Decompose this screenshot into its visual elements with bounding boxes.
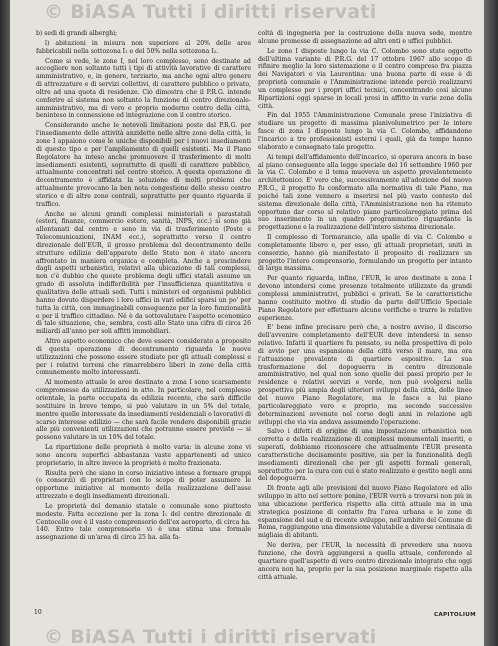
paragraph: Anche se alcuni grandi complessi ministeriali e parastatali (esteri, finanze, commercio estero, sanità, INPS, ecc.) si sono già allontanati dal centro e sono in via di trasferimento (Poste e Telecomunicazioni, INAM ecc.), soprattutto verso il centro direzionale dell'EUR, il grosso problema del decentramento delle strutture edilizie dell'apparato dello Stato non è stato ancora affrontato in maniera organica e completa. Anche a prescindere dagli aspetti urbanistici, relativi alla ubicazione di tali complessi, non c'è dubbio che queste problema degli uffici statali assume un grado di assoluta indifferibilità per l'insufficienza quantitativa e qualitativa delle attuali sedi. Tutti i ministeri ed organismi pubblici hanno dovuto disperdere i loro uffici in vari edifici sparsi un po' per tutta la città, con immaginabili conseguenze per la loro funzionalità e per il traffico cittadino. Né è da sottovalutare l'aspetto economico di tale situazione, che, sembra, costi allo Stato una cifra di circa 26 miliardi all'anno per soli affitti immobiliari. <box>36 210 251 336</box>
paragraph: Ne deriva, per l'EUR, la necessità di prevedere una nuova funzione, che dovrà aggiungersi a quella attuale, conferendo al quartiere quell'aspetto di vero centro direzionale integrato che oggi ancora non ha, proprio per la sua posizione marginale rispetto alla città attuale. <box>258 542 472 581</box>
paragraph: Risulta però che siano in corso iniziative intese a formare gruppi (o consorzi) di proprietari con lo scopo di poter assumere le opportune iniziative al momento della realizzazione dell'asse attrezzato e degli insediamenti direzionali. <box>36 469 251 501</box>
paragraph: E' bene infine precisare però che, a nostro avviso, il discorso dell'avvenire completamento dell'EUR deve intendersi in senso relativo. Infatti il quartiere fu pensato, su nella prospettiva di polo di avvio per una espansione della città verso il mare, ma ora l'attuazione prevalente di quartiere espositivo. La sua trasformazione del dopoguerra in centro direzionale amministrativo, nel qual non sono quelle dei paesi proprio per le residenze e relativi servizi e verde, non può svolgersi nella prospettiva più ampia degli ulteriori sviluppi della città, delle linee del nuovo Piano Regolatore, ma le fasce a lui piano particolareggiato vero e proprio, ma secondo successive determinazioni avvenute nel corso degli anni in relazione agli sviluppi che via via andava assumendo l'operazione. <box>258 324 472 426</box>
paragraph: Fin dal 1955 l'Amministrazione Comunale prese l'iniziativa di studiare un progetto di massima planivolumetrico per le intere fasce di zona I disposte lungo la via C. Colombo, affidandone l'incarico a tre professionisti esterni i quali, già da tempo hanno elaborato e consegnato tale progetto. <box>258 112 472 151</box>
paragraph: b) sedi di grandi alberghi; <box>36 30 118 37</box>
paragraph: Per quanto riguarda, infine, l'EUR, le aree destinate a zona I devono intendersi come presenze totalmente utilizzate da grandi complessi amministrativi, pubblici e privati. Se le caratteristiche hanno costituito motivo di studio da parte dell'Ufficio Speciale Piano Regolatore per effettuare alcune verifiche e trarre le relative esperienze. <box>258 275 472 322</box>
left-column <box>36 30 251 626</box>
paragraph: Le zone I disposte lungo la via C. Colombo sono state oggetto dell'ultima variante di P.R.G. del 17 ottobre 1967 allo scopo di rifinire meglio la loro sistemazione e il centro compreso fra piazza dei Navigatori e via Laurentina: una buona parte di esse è di proprietà comunale e l'Amministrazione intende perciò realizzarvi un complesso per i propri uffici tecnici, concentrando così alcune Ripartizioni oggi sparse in locali presi in affitto in varie zone della città. <box>258 47 472 110</box>
document-page <box>10 0 484 646</box>
paragraph: Ai tempi dell'affidamento dell'incarico, si operava ancora in base al piano conseguente alla legge speciale del 16 settembre 1960 per la via C. Colombo e il tema muoveva un aspetto prevalentemente architettonico. E' vero che, successivamente all'adozione del nuovo P.R.G., il progetto fu conformato alla normativa di tale Piano, ma poiché tali zone vennero a inserirsi nel più vasto contesto del sistema direzionale della città, l'Amministrazione non ha ritenuto opportuno dar corso al relativo piano particolareggiato prima del suo inserimento in un quadro programmatico riguardante la progettazione e la realizzazione dell'intero sistema direzionale. <box>258 153 472 232</box>
paragraph: Considerando anche le notevoli limitazioni poste dal P.R.G. per l'insediamento delle attività anzidette nelle altre zone della città, le zone I appaiono come le uniche disponibili per i nuovi insediamenti di questo tipo e per l'ampliamento di quelli esistenti. Ma il Piano Regolatore ha inteso anche promuovere il trasferimento di molti insediamenti esistenti, soprattutto di quelli di carattere pubblico, attualmente concentrati nel centro storico. A questa operazione di decentramento è affidata la soluzione di molti problemi che attualmente provocano la ben nota congestione dello stesso centro storico e di altre zone centrali, soprattutto per quanto riguarda il traffico. <box>36 122 251 208</box>
watermark-top: © BiASA Tutti i diritti riservati <box>44 1 377 23</box>
watermark-bottom: © BiASA Tutti i diritti riservati <box>44 626 377 646</box>
page-number: 10 <box>34 609 42 616</box>
paragraph: Il complesso di Tormarancio, alla spalle di via C. Colombo e completamente libero e, per esso, gli attuali proprietari, uniti in consorzio, hanno già manifestato il proposito di realizzare un progetto l'intero comprensorio, formulando un progetto per intanto di larga massima. <box>258 234 472 273</box>
paragraph: coltà di ingegneria per la costruzione della nuova sede, mentre alcune promesse di assegnazione ad altri enti e uffici pubblici. <box>258 30 472 45</box>
paragraph: Di fronte agli alle previsioni del nuovo Piano Regolatore ed allo sviluppo in atto nel settore ponino, l'EUR verrà a trovarsi non più in una ubicazione periferica rispetto alla città attuale ma in una strategica posizione di contatto fra l'area urbana e le zone di espansione del sud e di recente sviluppo, nell'ambito del Comune di Roma, raggiungono una dimensione valutabile a diverse centinaia di migliaia di abitanti. <box>258 485 472 540</box>
book-spine-shadow <box>0 0 10 646</box>
paragraph: La ripartizione delle proprietà è molto varia: in alcune zone vi sono ancora superfici abbastanza vaste appartenenti ad unico proprietario, in altre invece la proprietà è molto frazionata. <box>36 444 251 467</box>
paragraph: Le proprietà del demanio statale e comunale sono piuttosto modeste. Fatta eccezione per la zona I₁ del centro direzionale di Centocelle ove è il vasto comprensorio dell'ex aeroporto, di circa ha. 140. Entro tale comprensorio vi è una stima una formale assegnazione di un'area di circa 25 ha. alla fa- <box>36 502 251 542</box>
publication-name: CAPITOLIUM <box>434 612 476 618</box>
right-column <box>258 30 472 626</box>
page-edge-shadow <box>484 0 498 646</box>
paragraph: Altro aspetto economico che deve essere considerato a proposito di questa operazione di decentramento riguarda le nuove utilizzazioni che possono essere studiate per gli attuali complessi e per i relativi terreni che rimarrebbero liberi in zone della città comunemente molto interessanti. <box>36 338 251 377</box>
paragraph: Come si vede, le zone I, nel loro complesso, sono destinate ad accogliere non soltanto tutti i tipi di attività lavorative di carattere amministrativo, e, in genere, terziario, ma anche ogni altro genere di attrezzature e di servizi collettivi, di carattere pubblico o privato, oltre ad una quota di residenze. Ciò dimostra che il P.R.G. intende conferire al sistema non soltanto la funzione di centro direzionale-amministrativo, ma di vero e proprio moderno centro della città, beninteso in connessione ed integrazione con il centro storico. <box>36 57 251 120</box>
paragraph: Al momento attuale le aree destinate a zona I sono scarsamente compromesse da utilizzazioni in atto. In particolare, nel complesso orientale, la parte occupata da edilizia recente, che sarà difficile sostituire in breve tempo, si può valutare in un 5% del totale, mentre quelle interessate da insediamenti residenziali o lavorativi di scarso interesse edilizio — che sarà facile rendere disponibili grazie alle più convenienti utilizzazioni che potranno essere previste — si possono valutare in un 10% del totale. <box>36 379 251 442</box>
paragraph: l) abitazioni in misura non superiore al 20% delle aree fabbricabili nella sottozona I₁ e del 50% nella sottozona I₂. <box>36 39 251 55</box>
paragraph: Salvo i difetti di origine di una impostazione urbanistica non corretta e della realizzazione di complessi monumentali inseriti, e superati, dobbiamo riconoscere che attualmente l'EUR presenta caratteristiche decisamente positive, sia per la funzionalità degli insediamenti direzionali che per gli aspetti formali generali, soprattutto per la cura con cui è stato realizzato e gestito negli anni del dopoguerra. <box>258 428 472 483</box>
